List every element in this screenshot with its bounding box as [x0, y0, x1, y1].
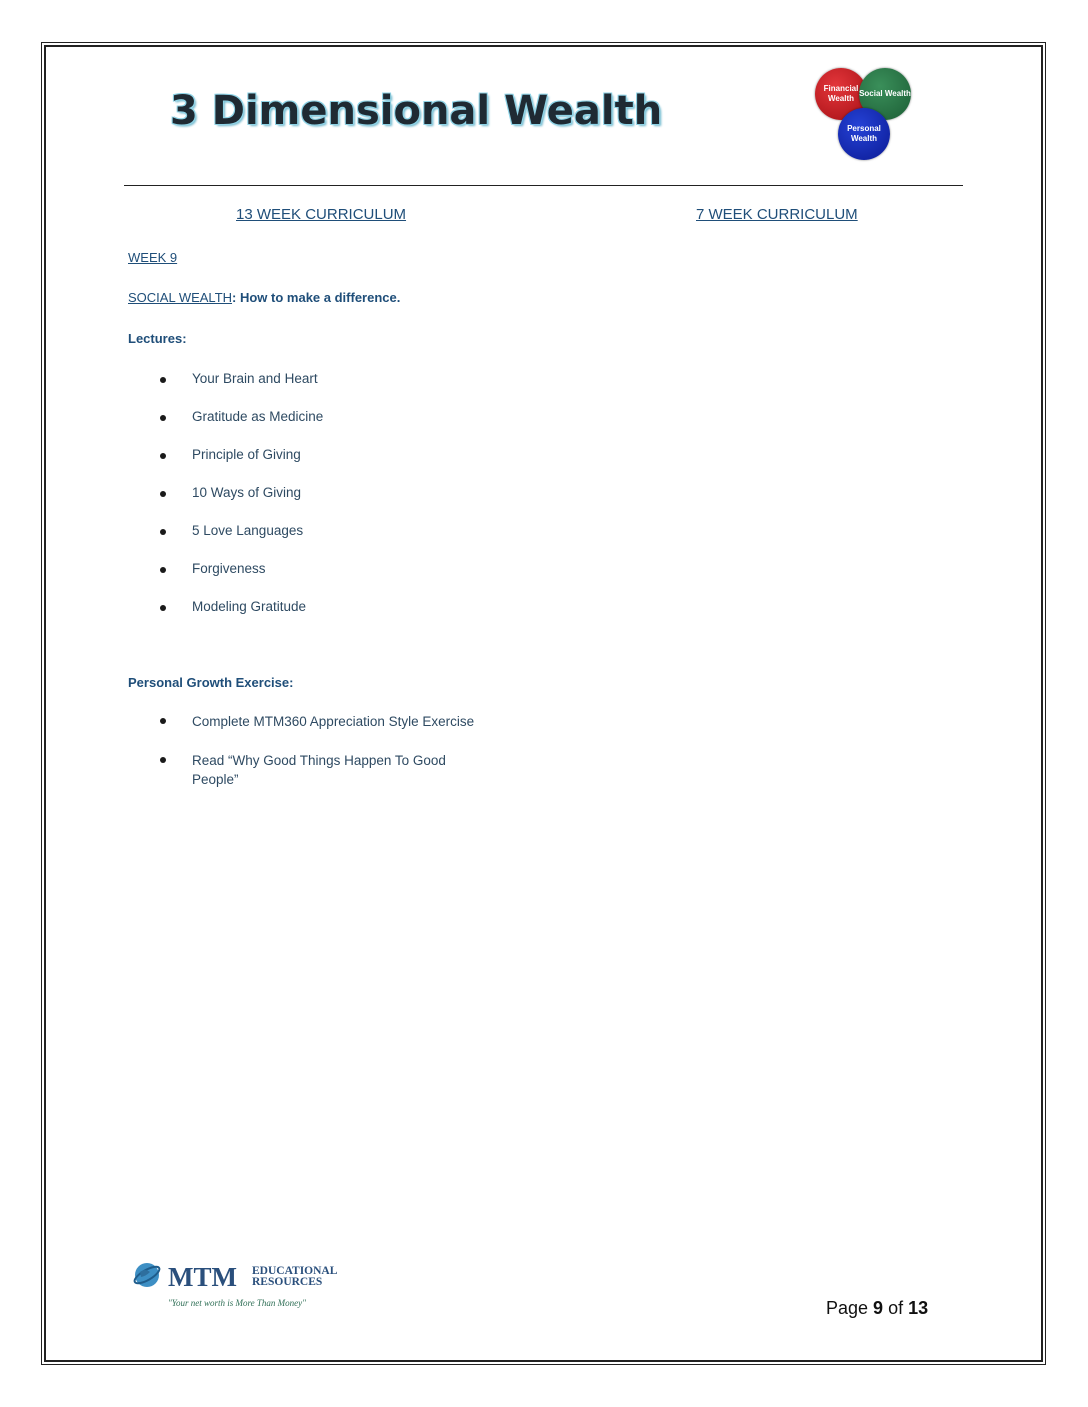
page-number: [826, 1298, 928, 1319]
logo-mtm-text: MTM: [168, 1262, 237, 1292]
logo-educational: EDUCATIONAL: [252, 1265, 338, 1277]
bullet-icon: [160, 605, 166, 611]
list-item: [160, 523, 520, 561]
week-label: WEEK 9: [128, 250, 178, 265]
list-item: [160, 485, 520, 523]
lecture-text: 5 Love Languages: [192, 523, 304, 538]
page-of: of: [883, 1298, 909, 1318]
page-current: 9: [873, 1298, 884, 1318]
bullet-icon: [160, 757, 166, 763]
lecture-text: Principle of Giving: [192, 447, 301, 462]
financial-wealth-circle: Financial Wealth: [815, 68, 867, 120]
seven-week-heading: 7 WEEK CURRICULUM: [696, 206, 858, 223]
topic-prefix: SOCIAL WEALTH: [128, 290, 233, 305]
page-total: 13: [908, 1298, 929, 1318]
list-item: [160, 447, 520, 485]
lectures-heading: Lectures:: [128, 331, 187, 346]
lecture-text: Gratitude as Medicine: [192, 409, 324, 424]
bullet-icon: [160, 491, 166, 497]
bullet-icon: [160, 453, 166, 459]
exercise-list: [160, 712, 500, 809]
list-item: [160, 561, 520, 599]
header-divider: [124, 185, 963, 186]
list-item: [160, 409, 520, 447]
personal-wealth-circle: Personal Wealth: [838, 108, 890, 160]
list-item: [160, 712, 500, 731]
topic-rest: : How to make a difference.: [232, 290, 401, 305]
page-border-inner: [44, 45, 1043, 1362]
list-item: [160, 751, 462, 789]
document-title: 3 Dimensional Wealth: [170, 88, 663, 134]
page-label: Page: [826, 1298, 874, 1318]
globe-icon: [132, 1260, 162, 1290]
logo-resources: RESOURCES: [252, 1276, 323, 1288]
logo-tagline: "Your net worth is More Than Money": [168, 1298, 306, 1308]
lecture-text: Your Brain and Heart: [192, 371, 318, 386]
bullet-icon: [160, 529, 166, 535]
lecture-text: 10 Ways of Giving: [192, 485, 302, 500]
bullet-icon: [160, 415, 166, 421]
logo-edu-text: [252, 1266, 337, 1288]
list-item: [160, 371, 520, 409]
exercise-text: Complete MTM360 Appreciation Style Exercise: [192, 714, 475, 729]
list-item: [160, 599, 520, 637]
bullet-icon: [160, 718, 166, 724]
bullet-icon: [160, 567, 166, 573]
exercise-text: Read “Why Good Things Happen To Good People”: [192, 753, 446, 787]
mtm-logo: [130, 1258, 360, 1314]
social-wealth-circle: Social Wealth: [859, 68, 911, 120]
exercise-heading: Personal Growth Exercise:: [128, 675, 294, 690]
lectures-list: [160, 371, 520, 637]
lecture-text: Forgiveness: [192, 561, 266, 576]
lecture-text: Modeling Gratitude: [192, 599, 307, 614]
thirteen-week-heading: 13 WEEK CURRICULUM: [236, 206, 407, 223]
topic-line: [128, 290, 400, 305]
bullet-icon: [160, 377, 166, 383]
